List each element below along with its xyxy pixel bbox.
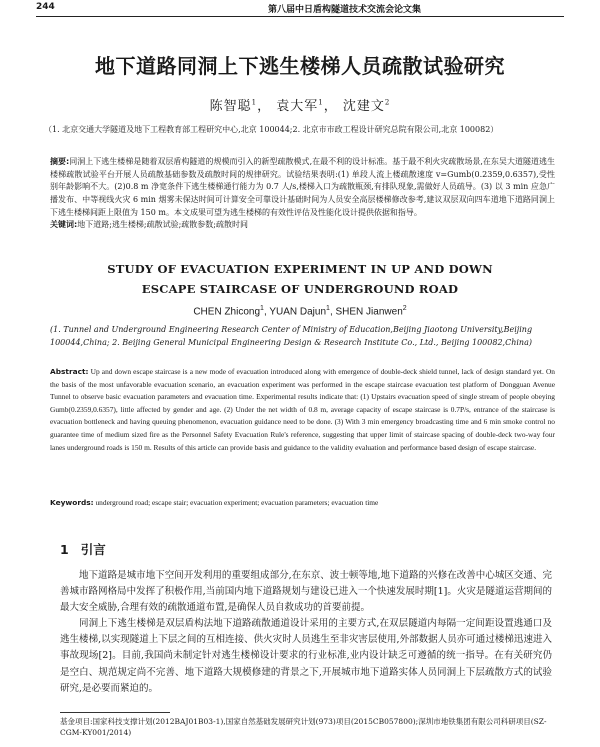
authors-en: CHEN Zhicong$^1$, YUAN Dajun$^1$, SHEN Jianwen$^2$ xyxy=(193,305,407,318)
keywords-text-zh: 地下道路;逃生楼梯;疏散试验;疏散参数;疏散时间 xyxy=(77,220,248,229)
paper-title-zh: 地下道路同洞上下逃生楼梯人员疏散试验研究 xyxy=(95,54,505,78)
title-en-line2: ESCAPE STAIRCASE OF UNDERGROUND ROAD xyxy=(141,282,459,296)
author-sup-en: 2 xyxy=(402,305,407,312)
paper-title-en xyxy=(0,259,600,299)
affiliation-en: (1. Tunnel and Underground Engineering Research Center of Ministry of Education,Beijing Jiaotong University,Beijing 100044,China; 2. Beijing General Municipal Engineering Design & Research Institute Co., Ltd., Beijing 100082,China) xyxy=(50,325,533,347)
conference-title: 第八届中日盾构隧道技术交流会论文集 xyxy=(268,5,422,15)
author-name-en: YUAN Dajun xyxy=(269,306,327,318)
keywords-en xyxy=(50,498,555,507)
body-paragraph: 同洞上下逃生楼梯是双层盾构法地下道路疏散通道设计采用的主要方式,在双层隧道内每隔一定间距设置逃通口及逃生楼梯,以实现隧道上下层之间的互相连接、供火灾时人员逃生至非灾害层使用,外部数据人员亦可通过楼梯迅速进入事故现场[2]。目前,我国尚未制定针对逃生楼梯设计要求的行业标准,业内设计缺乏可遵循的统一指导。在有关研究仍是空白、规范规定尚不完善、地下道路大规模修建的背景之下,开展城市地下道路实体人员同洞上下层疏散方式的试验研究,是必要而紧迫的。 xyxy=(60,618,552,694)
affiliation-zh: （1. 北京交通大学隧道及地下工程教育部工程研究中心,北京 100044;2. 北京市市政工程设计研究总院有限公司,北京 100082） xyxy=(44,125,499,134)
author-sup-en: 1 xyxy=(260,305,264,312)
section-title: 引言 xyxy=(80,542,106,557)
body-paragraph: 地下道路是城市地下空间开发利用的重要组成部分,在东京、波士顿等地,地下道路的兴修在改善中心城区交通、完善城市路网格局中发挥了积极作用,当前国内地下道路规划与建设已进入一个快速发展时期[1]。火灾是隧道运营期间的最大安全威胁,合理有效的疏散通道布置,是确保人员自救成功的首要前提。 xyxy=(60,570,552,614)
section-heading xyxy=(60,540,106,558)
author-name-en: CHEN Zhicong xyxy=(193,306,261,318)
section-number: 1 xyxy=(60,542,69,557)
abstract-en xyxy=(50,366,555,454)
footnote-divider xyxy=(60,712,170,713)
keywords-label-en: Keywords: xyxy=(50,498,94,507)
abstract-label-zh: 摘要: xyxy=(50,157,70,166)
abstract-text-zh: 同洞上下逃生楼梯是随着双层盾构隧道的规模而引入的新型疏散模式,在最不利的设计标准。基于最不利火灾疏散场景,在东吴大道隧道逃生楼梯疏散试验平台开展人员疏散基础参数及疏散时间的规律研究。试验结果表明:(1) 单段人流上楼疏散速度 v=Gumb(0.2359,0.6357),受性别年龄影响不大。(2)0.8 m 净宽条件下逃生楼梯通行能力为 0.7 人/s,楼梯入口为疏散瓶颈,有排队现象,需做好人员疏导。(3) 以 3 min 应急广播发布、中等视线火灾 6 min 烟雾未保达时间可计算安全可靠设计基础时间为人员安全高层楼梯修改参考,建议双层双向四车道地下道路同洞上下逃生楼梯间距上限值为 150 m。本文成果可望为逃生楼梯的有效性评估及性能化设计提供依据和指导。 xyxy=(50,157,555,217)
author-sup: 1 xyxy=(318,98,324,107)
abstract-text-en: Up and down escape staircase is a new mode of evacuation introduced along with emergence of double-deck shield tunnel, lack of design standard yet. On the basis of the most unfavorable evacuation scenario, an evacuation experiment was performed in the escape staircase evacuation test platform of Dongguan Avenue Tunnel to observe basic evacuation parameters and evacuation time. Experimental results indicate that: (1) Upstairs evacuation speed of single stream of people obeying Gumb(0.2359,0.6357), little affected by gender and age. (2) Under the net width of 0.8 m, average capacity of escape staircase is 0.7P/s, entrance of the staircase is evacuation bottleneck and having queuing phenomenon, evacuation guidance need to be done. (3) With 3 min emergency broadcasting time and 6 min smoke control no guarantee time of medium sized fire as the Personnel Safety Evacuation Rule's reference, suggesting that upper limit of staircase spacing of double-deck two-way four lanes underground roads is 150 m. Results of this article can provide basis and guidance to the validity evaluation and performance based design of escape staircase. xyxy=(50,367,555,452)
author-name-en: SHEN Jianwen xyxy=(335,306,403,318)
author-name: 陈智聪 xyxy=(209,99,252,114)
abstract-zh xyxy=(50,156,555,220)
author-name: 沈建文 xyxy=(342,99,385,114)
authors-zh: 陈智聪$^1$， 袁大军$^1$， 沈建文$^2$ xyxy=(209,98,391,114)
author-sup: 1 xyxy=(251,98,258,107)
abstract-label-en: Abstract: xyxy=(50,367,89,376)
author-name: 袁大军 xyxy=(276,99,319,114)
running-header xyxy=(36,2,564,17)
author-sup: 2 xyxy=(384,98,391,107)
author-sup-en: 1 xyxy=(326,305,330,312)
page-number: 244 xyxy=(36,2,55,12)
keywords-text-en: underground road; escape stair; evacuation experiment; evacuation parameters; evacuation time xyxy=(95,498,379,507)
keywords-label-zh: 关键词: xyxy=(50,220,78,229)
keywords-zh xyxy=(50,219,555,230)
title-en-line1: STUDY OF EVACUATION EXPERIMENT IN UP AND DOWN xyxy=(107,262,493,276)
funding-footnote: 基金项目:国家科技支撑计划(2012BAJ01B03-1),国家自然基础发展研究计划(973)项目(2015CB057800);深圳市地铁集团有限公司科研项目(SZ-CGM-KY001/2014) xyxy=(60,717,547,737)
